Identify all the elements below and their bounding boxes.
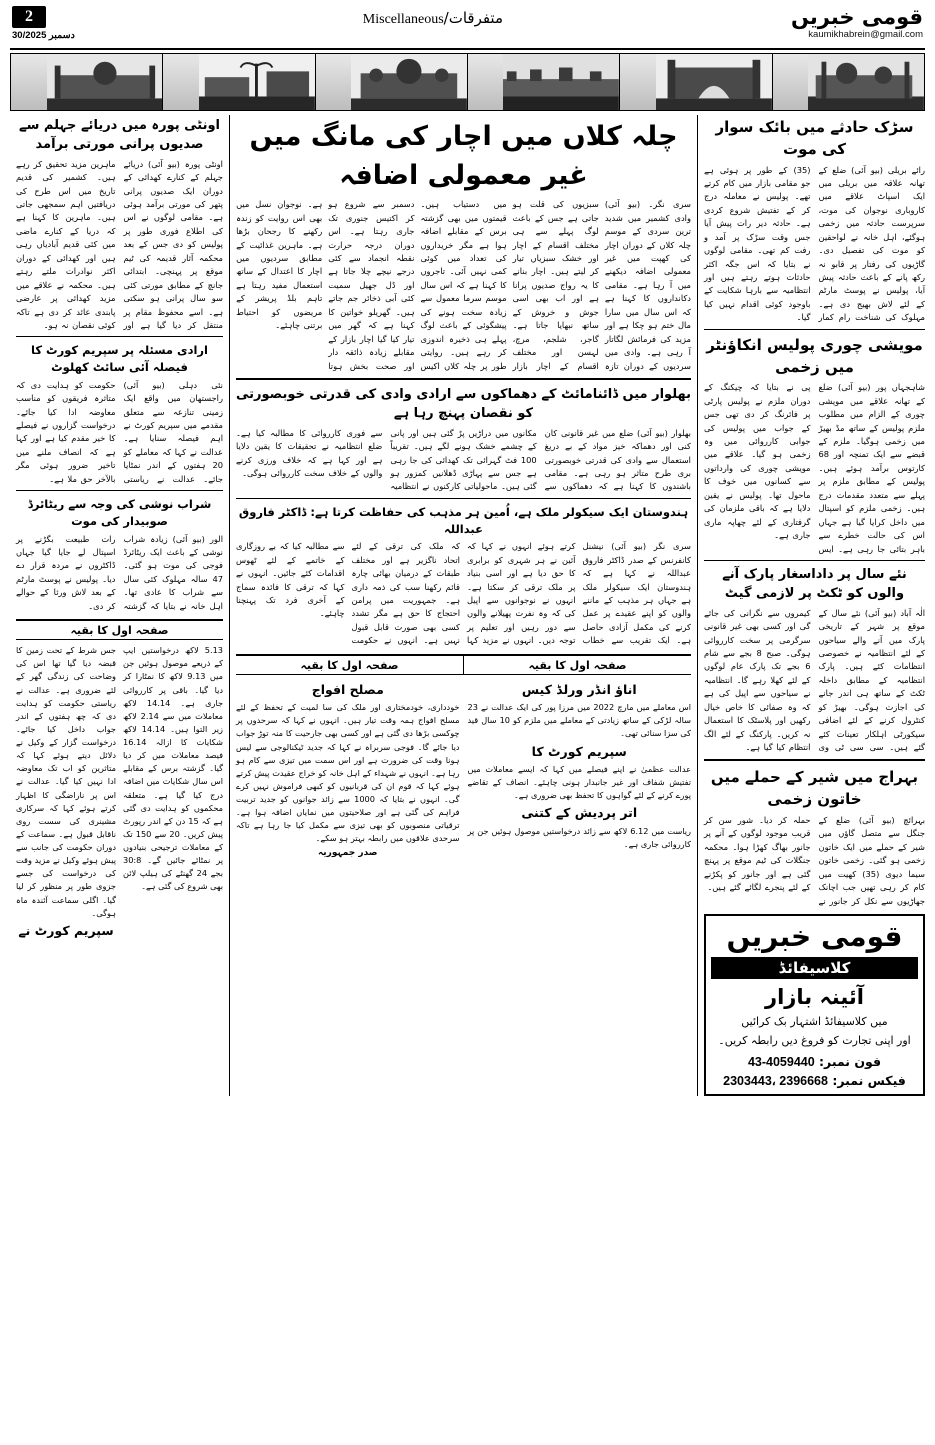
fax-label: فیکس نمبر: <box>832 1073 906 1089</box>
jump-label-2: صفحہ اول کا بقیہ <box>300 658 399 672</box>
contact-email: kaumikhabrein@gmail.com <box>808 29 923 41</box>
banner-image-6 <box>11 54 162 110</box>
divider <box>236 498 691 499</box>
tomb-silhouette-icon <box>47 54 163 110</box>
section-title-urdu: متفرقات/ <box>443 9 503 27</box>
headline-subedar-death: شراب نوشی کی وجہ سے ریٹائرڈ صوبیدار کی موت <box>27 497 212 528</box>
banner-image-1 <box>772 54 924 110</box>
jump-label-3: صفحہ اول کا بقیہ <box>70 624 169 638</box>
divider <box>704 759 925 761</box>
article-land-verdict: نئی دہلی (بیو آئی) راجستھان میں واقع ایک زمینی تنازعہ سے متعلق مقدمے میں سپریم کورٹ نے اہم فیصلہ سنایا ہے۔ عدالت نے کہا کہ معاملے کو 20 ہفتوں کے اندر نمٹایا جائے۔ عدالت نے ریاستی حکومت کو ہدایت دی کہ متاثرہ فریقوں کو مناسب معاوضہ ادا کیا جائے۔ درخواست گزاروں نے فیصلے کا خیر مقدم کیا ہے اور کہا ہے کہ انصاف ملنے میں تاخیر ضرور ہوئی مگر بالآخر حق ملا ہے۔ <box>16 379 223 484</box>
heading-up-how-many: اتر پردیش کے کتنی <box>521 805 638 821</box>
divider <box>704 560 925 561</box>
classified-phone[interactable] <box>711 1054 918 1069</box>
palace-silhouette-icon <box>351 54 467 110</box>
headline-pickle-demand: چلہ کلاں میں اچار کی مانگ میں غیر معمولی اضافہ <box>249 121 678 192</box>
middle-column <box>229 115 697 1096</box>
classified-shop-name: آئینہ بازار <box>765 984 864 1009</box>
phone-label: فون نمبر: <box>819 1054 882 1070</box>
phone-value: 43-4059440 <box>747 1055 815 1070</box>
article-cattle-theft: شاہجہاں پور (بیو آئی) ضلع کے تھانہ علاقے میں مویشی چوری کے الزام میں مطلوب ملزم پولیس کے ساتھ مڈ بھیڑ میں زخمی ہوگیا۔ ملزم کے قبضے سے ایک تمنچہ اور 68 کارتوس برآمد ہوئے ہیں۔ پولیس کے مطابق ملزم پر پہلے سے متعدد مقدمات درج ہیں۔ زخمی ملزم کو اسپتال میں داخل کرایا گیا ہے جہاں اس کی حالت خطرے سے باہر بتائی جا رہی ہے۔ ایس پی نے بتایا کہ چیکنگ کے دوران ملزم نے پولیس پارٹی پر فائرنگ کر دی تھی جس کے جواب میں پولیس کی جوابی کارروائی میں وہ زخمی ہو گیا۔ علاقے میں مویشی چوری کی وارداتوں سے کسانوں میں خوف کا ماحول تھا۔ پولیس نے یقین دلایا ہے کہ باقی ملزمان کی گرفتاری کے لئے چھاپہ ماری جاری ہے۔ <box>704 382 925 554</box>
masthead-page-info <box>12 6 75 41</box>
page-number-badge: 2 <box>12 6 46 28</box>
classified-fax <box>711 1073 918 1088</box>
heading-unnao-case: اناؤ انڈر ورلڈ کیس <box>521 681 637 697</box>
issue-date: 30/دسمبر 2025 <box>12 30 75 41</box>
article-tiger-attack: بہرائچ (بیو آئی) ضلع کے جنگل سے متصل گاؤں میں شیر کے حملے میں ایک خاتون زخمی ہو گئی۔ زخمی خاتون سیما دیوی (35) کھیت میں کام کر رہی تھیں جب اچانک جھاڑیوں سے نکل کر جانور نے حملہ کر دیا۔ شور سن کر قریب موجود لوگوں کے آنے پر جانور بھاگ کھڑا ہوا۔ محکمہ جنگلات کی ٹیم موقع پر پہنچ گئی ہے اور جانور کو پکڑنے کے لئے پنجرے لگائے گئے ہیں۔ <box>704 814 925 906</box>
masthead-brand <box>791 6 923 40</box>
banner-image-4 <box>315 54 467 110</box>
article-idol-found: اونٹی پورہ (بیو آئی) دریائے جہلم کے کنارے کھدائی کے دوران ایک صدیوں پرانی پتھر کی مورتی برآمد ہوئی ہے۔ مقامی لوگوں نے اس کی اطلاع فوری طور پر پولیس کو دی جس کے بعد محکمہ آثار قدیمہ کی ٹیم موقع پر پہنچی۔ ابتدائی جانچ کے مطابق مورتی کئی سو سال پرانی ہو سکتی ہے۔ اسے محفوظ مقام پر منتقل کر دیا گیا ہے اور ماہرین مزید تحقیق کر رہے ہیں۔ کشمیر کی قدیم تاریخ میں اس طرح کی دریافتیں اہم سمجھی جاتی ہیں۔ ماہرین کا کہنا ہے کہ دریا کے کنارے ماضی میں کئی قدیم آبادیاں رہی ہیں اور کھدائی کے دوران اکثر نوادرات ملتے رہتے ہیں۔ محکمہ نے علاقے میں مزید کھدائی پر عارضی پابندی عائد کر دی ہے تاکہ کوئی نقصان نہ ہو۔ <box>16 158 223 330</box>
headline-secular-india: ہندوستان ایک سیکولر ملک ہے، اُمین ہر مذہب کی حفاظت کرتا ہے: ڈاکٹر فاروق عبداللہ <box>238 504 689 536</box>
headline-cattle-theft: مویشی چوری پولیس انکاؤنٹر میں زخمی <box>706 335 923 376</box>
divider <box>16 336 223 337</box>
gateway-silhouette-icon <box>656 54 772 110</box>
heading-armed-forces: مصلح افواج <box>311 681 384 697</box>
jump-bar-left <box>16 619 223 640</box>
article-pickle-demand: سری نگر۔ (بیو آئی) وادی کشمیر میں شدید ترین سردی کے موسم چلہ کلاں کے دوران اچار کی کھپت میں غیر معمولی اضافہ دیکھنے میں آ رہا ہے۔ مقامی دکانداروں کا کہنا ہے کہ اس سال میں سارا مال ختم ہو چکا ہے اور مزید کی فرمائش لگاتار آ رہی ہے۔ وادی میں سردیوں کے دوران تازہ سبزیوں کی قلت ہو جاتی ہے جس کے باعث لوگ پہلے سے ہی مختلف اقسام کے اچار اور خشک سبزیاں تیار کر لیتے ہیں۔ اچار بنانے کا یہ رواج صدیوں پرانا ہے اور اب بھی اسی جوش و خروش کے ساتھ نبھایا جاتا ہے۔ گاجر، شلجم، مرچ، لہسن اور مختلف اقسام کے اچار بازار میں دستیاب ہیں۔ قیمتوں میں بھی گزشتہ برس کے مقابلے اضافہ ہوا ہے مگر خریداروں کی تعداد میں کوئی کمی نہیں آئی۔ تاجروں کا کہنا ہے کہ اس سال موسم سرما معمول سے زیادہ سخت ہونے کی پیشگوئی کے باعث لوگ پہلے ہی ذخیرہ اندوزی کر رہے ہیں۔ روایتی طور پر چلہ کلاں اکیس دسمبر سے شروع ہو کر اکتیس جنوری تک جاری رہتا ہے۔ اس دوران درجہ حرارت نقطہ انجماد سے کئی درجے نیچے چلا جاتا ہے اور ڈل جھیل سمیت کئی آبی ذخائر جم جاتے ہیں۔ گھریلو خواتین کا کہنا ہے کہ گھر میں تیار کیا گیا اچار بازار کے مقابلے زیادہ ذائقہ دار اور صحت بخش ہوتا ہے۔ نوجوان نسل میں بھی اس روایت کو زندہ رکھنے کا رجحان بڑھا ہے۔ ماہرین غذائیت کے مطابق سردیوں میں اچار کا اعتدال کے ساتھ استعمال مفید رہتا ہے تاہم بلڈ پریشر کے مریضوں کو احتیاط برتنی چاہئے۔ <box>236 199 691 371</box>
article-secular-india: سری نگر (بیو آئی) نیشنل کانفرنس کے صدر ڈاکٹر فاروق عبداللہ نے کہا ہے کہ ہندوستان ایک سیکولر ملک ہے جہاں ہر مذہب کے ماننے والوں کو اپنے عقیدے پر عمل کرنے کی مکمل آزادی حاصل ہے۔ ایک تقریب سے خطاب کرتے ہوئے انہوں نے کہا کہ آئین نے ہر شہری کو برابری کا حق دیا ہے اور اسی بنیاد پر ملک ترقی کر سکتا ہے۔ انہوں نے نوجوانوں سے اپیل کی کہ وہ نفرت پھیلانے والوں سے دور رہیں اور تعلیم پر توجہ دیں۔ انہوں نے مزید کہا کہ ملک کی ترقی کے لئے اتحاد ناگزیر ہے اور مختلف طبقات کے درمیان بھائی چارہ قائم رکھنا سب کی ذمہ داری ہے۔ جمہوریت میں پرامن احتجاج کا حق ہے مگر تشدد کسی بھی صورت قابل قبول نہیں ہے۔ انہوں نے حکومت سے مطالبہ کیا کہ بے روزگاری کے خاتمے کے لئے ٹھوس اقدامات کئے جائیں۔ انہوں نے کہا کہ ترقی کا فائدہ سماج کے آخری فرد تک پہنچنا چاہئے۔ <box>236 541 691 646</box>
article-statistics: 5.13 لاکھ درخواستیں ایپ کے ذریعے موصول ہوئیں جن میں 9.13 لاکھ کا نمٹارا کر دیا گیا۔ باقی پر کارروائی جاری ہے۔ 14.14 لاکھ معاملات میں سے 2.14 لاکھ زیر التوا ہیں۔ 14.14 لاکھ شکایات کا ازالہ 16.14 فیصد معاملات میں کر دیا گیا۔ گزشتہ برس کے مقابلے اس سال شکایات میں اضافہ درج کیا گیا ہے۔ متعلقہ محکموں کو ہدایت دی گئی ہے کہ 15 دن کے اندر رپورٹ پیش کریں۔ 20 سے 150 تک کے معاملات ترجیحی بنیادوں پر نمٹائے جائیں گے۔ 30:8 بجے 24 گھنٹے کی ہیلپ لائن بھی شروع کی گئی ہے۔ <box>123 645 223 892</box>
divider <box>704 329 925 330</box>
headline-land-verdict: ارادی مسئلہ پر سپریم کورٹ کا فیصلہ آئی سائٹ کھلوٹ <box>31 343 208 375</box>
article-armed-forces: خودداری، خودمختاری اور ملک کی سا لمیت کے تحفظ کے لئے مسلح افواج ہمہ وقت تیار ہیں۔ انہوں نے کہا کہ سرحدوں پر چوکسی بڑھا دی گئی ہے اور کسی بھی جارحیت کا منہ توڑ جواب دیا جائے گا۔ فوجی سربراہ نے کہا کہ جدید ٹیکنالوجی سے لیس ہونا وقت کی ضرورت ہے اور اس سمت میں تیزی سے کام ہو رہا ہے۔ انہوں نے شہداء کے اہل خانہ کو خراج عقیدت پیش کرتے ہوئے کہا کہ قوم ان کی قربانیوں کو کبھی فراموش نہیں کرے گی۔ انہوں نے بتایا کہ 1000 سے زائد جوانوں کو جدید تربیت فراہم کی گئی ہے اور صلاحیتوں میں نمایاں اضافہ ہوا ہے۔ ترقیاتی منصوبوں کو بھی تیزی سے مکمل کیا جا رہا ہے تاکہ سرحدی علاقوں میں رابطہ بہتر ہو سکے۔ <box>236 702 460 844</box>
fort-silhouette-icon <box>503 54 619 110</box>
masthead <box>10 6 925 46</box>
fax-value: 2303443، 2396668 <box>723 1074 828 1089</box>
classified-band: کلاسیفائڈ <box>711 957 918 979</box>
left-column <box>16 115 229 1096</box>
banner-image-3 <box>467 54 619 110</box>
palm-skyline-icon <box>199 54 315 110</box>
heading-sc-land: سپریم کورٹ نے <box>18 922 114 938</box>
byline-president: صدر جمہوریہ <box>318 847 378 858</box>
headline-blasting-damage: بھلوار میں ڈائنامائٹ کے دھماکوں سے ارادی وادی کی قدرتی خوبصورتی کو نقصان پہنچ رہا ہے <box>236 386 691 421</box>
banner-image-2 <box>619 54 771 110</box>
headline-tiger-attack: بہراج میں شیر کے حملے میں خاتون زخمی <box>710 768 919 809</box>
headline-road-accident: سڑک حادثے میں بائک سوار کی موت <box>715 118 914 158</box>
mosque-silhouette-icon <box>808 54 924 110</box>
classified-advert[interactable] <box>704 914 925 1096</box>
article-park-ticket: الٰہ آباد (بیو آئی) نئے سال کے موقع پر شہر کے تاریخی پارک میں آنے والے سیاحوں کے لئے انتظامیہ نے خصوصی انتظامات کئے ہیں۔ پارک انتظامیہ کے مطابق داخلہ ٹکٹ کے ساتھ ہی اندر جانے کی اجازت ہوگی۔ بھیڑ کو کنٹرول کرنے کے لئے اضافی سیکورٹی اہلکار تعینات کئے گئے ہیں۔ سی سی ٹی وی کیمروں سے نگرانی کی جائے گی اور کسی بھی غیر قانونی سرگرمی پر سخت کارروائی ہوگی۔ صبح 8 بجے سے شام 6 بجے تک پارک عام لوگوں کے لئے کھلا رہے گا۔ انتظامیہ نے سیاحوں سے اپیل کی ہے کہ وہ صفائی کا خاص خیال رکھیں اور پلاسٹک کا استعمال نہ کریں۔ پارکنگ کے لئے الگ انتظام کیا گیا ہے۔ <box>704 607 925 752</box>
divider <box>16 490 223 491</box>
heritage-banner-strip <box>10 53 925 111</box>
article-blasting-damage: بھلوار (بیو آئی) ضلع میں غیر قانونی کان کنی اور دھماکہ خیز مواد کے بے دریغ استعمال سے وادی کی قدرتی خوبصورتی بری طرح متاثر ہو رہی ہے۔ مقامی باشندوں کا کہنا ہے کہ دھماکوں سے مکانوں میں دراڑیں پڑ گئی ہیں اور پانی کے چشمے خشک ہونے لگے ہیں۔ تقریباً 100 فٹ گہرائی تک کھدائی کی جا رہی ہے جس سے پہاڑی ڈھلانیں کمزور ہو گئی ہیں۔ ماحولیاتی کارکنوں نے انتظامیہ سے فوری کارروائی کا مطالبہ کیا ہے۔ ضلع انتظامیہ نے تحقیقات کا یقین دلایا ہے اور کہا ہے کہ خلاف ورزی کرنے والوں کے خلاف سخت کارروائی ہوگی۔ <box>236 427 691 492</box>
masthead-rule <box>10 48 925 50</box>
heading-supreme-court: سپریم کورٹ کا <box>531 743 627 759</box>
classified-line-1: میں کلاسیفائڈ اشتہار بک کرائیں <box>741 1014 888 1028</box>
page-body <box>10 115 925 1096</box>
right-column <box>697 115 925 1096</box>
newspaper-title: قومی خبریں <box>790 5 923 29</box>
article-subedar-death: الور (بیو آئی) زیادہ شراب نوشی کے باعث ایک ریٹائرڈ فوجی کی موت ہو گئی۔ 47 سالہ مہلوک کئی سال سے شراب کا عادی تھا۔ اہل خانہ نے بتایا کہ گزشتہ رات طبیعت بگڑنے پر اسپتال لے جایا گیا جہاں ڈاکٹروں نے مردہ قرار دے دیا۔ پولیس نے پوسٹ مارٹم کے بعد لاش ورثا کے حوالے کر دی۔ <box>16 533 223 611</box>
section-title <box>363 6 503 28</box>
article-unnao-case: اس معاملے میں مارچ 2022 میں مرزا پور کی ایک عدالت نے 23 سالہ لڑکی کے ساتھ زیادتی کے معاملے میں ملزم کو 10 سال قید کی سزا سنائی تھی۔ <box>467 702 691 739</box>
article-supreme-court: عدالت عظمیٰ نے اپنے فیصلے میں کہا کہ ایسے معاملات میں تفتیش شفاف اور غیر جانبدار ہونی چاہئے۔ انصاف کے تقاضے پورے کرنے کے لئے گواہوں کا تحفظ بھی ضروری ہے۔ <box>467 764 691 801</box>
section-title-latin: Miscellaneous <box>362 12 444 27</box>
divider <box>236 378 691 380</box>
headline-park-ticket: نئے سال پر داداسغار پارک آنے والوں کو ٹکٹ پر لازمی گیٹ <box>722 566 907 601</box>
article-road-accident: رائے بریلی (بیو آئی) ضلع کے تھانہ علاقہ میں بریلی میں ایک اسپاٹ علاقے میں کاروباری نوجوان کی موت، سرپرست حادثہ میں زخمی ہوگئے، اہل خانہ نے لواحقین کو موت کی تفصیل دی۔ گاڑیوں کی رفتار پر قابو نہ رکھ پانے کے باعث حادثہ پیش آیا، پولیس نے پوسٹ مارٹم کے لئے لاش بھیج دی ہے۔ مہلوک کی شناخت رام کمار (35) کے طور پر ہوئی ہے جو مقامی بازار میں کام کرتے تھے۔ پولیس نے معاملہ درج کر کے تفتیش شروع کردی ہے۔ حادثہ دیر رات پیش آیا جس وقت سڑک پر آمد و رفت کم تھی۔ مقامی لوگوں نے بتایا کہ اس جگہ اکثر حادثات ہوتے رہتے ہیں اور انتظامیہ سے بارہا شکایت کے باوجود کوئی اقدام نہیں کیا گیا۔ <box>704 164 925 323</box>
headline-idol-found: اونٹی پورہ میں دریائے جہلم سے صدیوں پرانی مورتی برآمد <box>19 118 220 152</box>
article-sc-land: جس شرط کے تحت زمین کا قبضہ دیا گیا تھا اس کی وضاحت کی زندگی گھر کے لئے ضروری ہے۔ عدالت نے ریاستی حکومت کو ہدایت دی کہ چھ ہفتوں کے اندر جواب داخل کیا جائے۔ درخواست گزار کے وکیل نے دلائل دیتے ہوئے کہا کہ متاثرین کو اب تک معاوضہ ادا نہیں کیا گیا۔ عدالت نے اس پر ناراضگی کا اظہار کرتے ہوئے کہا کہ سرکاری مشینری کی سست روی ناقابل قبول ہے۔ سماعت کے دوران حکومت کی جانب سے پیش ہوئے وکیل نے مزید وقت کی درخواست کی جسے جزوی طور پر منظور کر لیا گیا۔ اگلی سماعت آئندہ ماہ ہوگی۔ <box>16 645 116 918</box>
banner-image-5 <box>162 54 314 110</box>
jump-label-1: صفحہ اول کا بقیہ <box>463 656 691 674</box>
classified-line-2: اور اپنی تجارت کو فروغ دیں رابطہ کریں۔ <box>718 1034 911 1048</box>
article-up-how-many: ریاست میں 6.12 لاکھ سے زائد درخواستیں موصول ہوئیں جن پر کارروائی جاری ہے۔ <box>467 825 691 850</box>
jump-bar-middle <box>236 654 691 675</box>
classified-logo: قومی خبریں <box>726 920 903 953</box>
